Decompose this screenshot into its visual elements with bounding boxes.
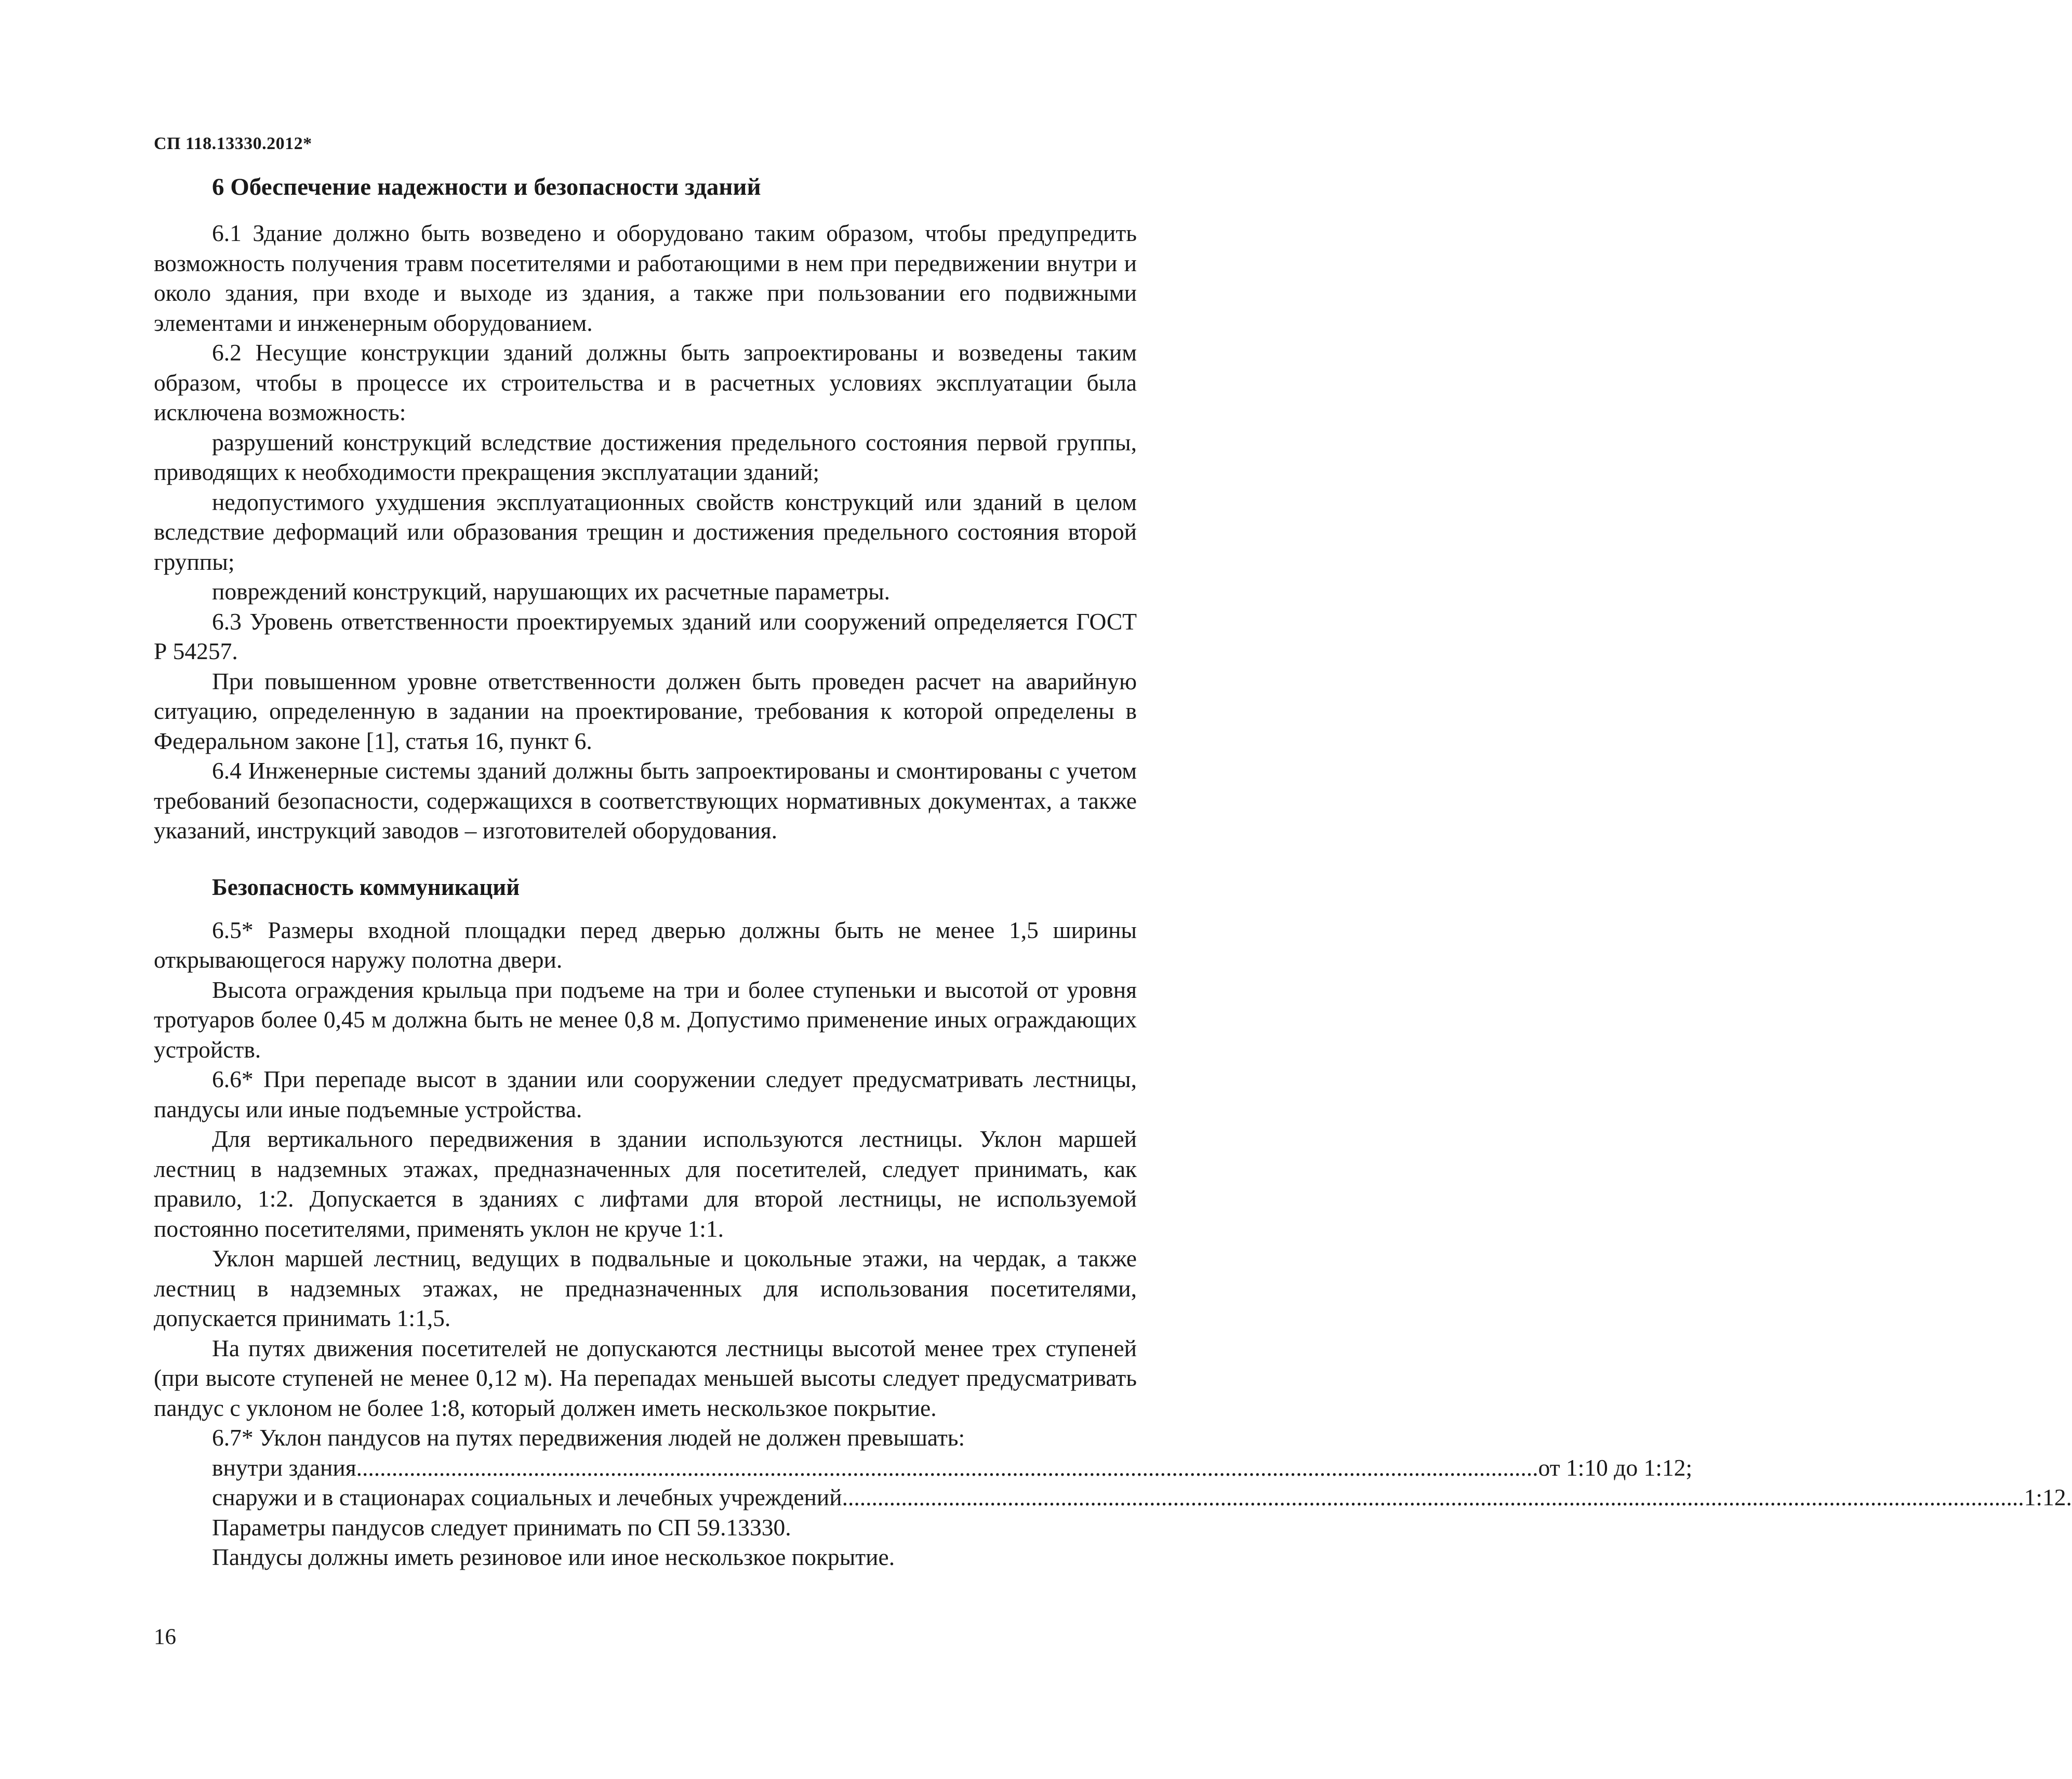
paragraph-porch-railing: Высота ограждения крыльца при подъеме на три и более ступеньки и высотой от уровня тротуаров более 0,45 м должна быть не менее 0,8 м. Допустимо применение иных ограждающих устройств. [154, 976, 1137, 1063]
paragraph-6-4: 6.4 Инженерные системы зданий должны быть запроектированы и смонтированы с учетом требований безопасности, содержащихся в соответствующих нормативных документах, а также указаний, инструкций заводов – изготовителей оборудования. [154, 757, 1137, 844]
list-item-damage: повреждений конструкций, нарушающих их расчетные параметры. [212, 578, 891, 605]
paragraph-basement-stairs: Уклон маршей лестниц, ведущих в подвальные и цокольные этажи, на чердак, а также лестниц в надземных этажах, не предназначенных для использования посетителями, допускается принимать 1:1,5. [154, 1245, 1137, 1331]
slope-label: внутри здания [212, 1454, 356, 1481]
slope-label: снаружи и в стационарах социальных и лечебных учреждений [212, 1484, 842, 1510]
paragraph-6-5: 6.5* Размеры входной площадки перед дверью должны быть не менее 1,5 ширины открывающегося наружу полотна двери. [154, 916, 1137, 973]
paragraph-ramp-params: Параметры пандусов следует принимать по СП 59.13330. [212, 1514, 791, 1541]
slope-item-inside [212, 1453, 1693, 1483]
paragraph-min-steps: На путях движения посетителей не допускаются лестницы высотой менее трех ступеней (при высоте ступеней не менее 0,12 м). На перепадах меньшей высоты следует предусматривать пандус с уклоном не более 1:8, который должен иметь нескользкое покрытие. [154, 1334, 1137, 1421]
slope-value: 1:12. [2024, 1484, 2072, 1510]
leader-dots: ........................................................................................................................................................................................................ [356, 1454, 1538, 1481]
paragraph-6-7: 6.7* Уклон пандусов на путях передвижения людей не должен превышать: [212, 1424, 965, 1451]
page-number: 16 [154, 1625, 176, 1649]
paragraph-6-6: 6.6* При перепаде высот в здании или сооружении следует предусматривать лестницы, пандусы или иные подъемные устройства. [154, 1066, 1137, 1122]
list-item-destruction: разрушений конструкций вследствие достижения предельного состояния первой группы, приводящих к необходимости прекращения эксплуатации зданий; [154, 429, 1137, 485]
list-item-deterioration: недопустимого ухудшения эксплуатационных свойств конструкций или зданий в целом вследствие деформаций или образования трещин и достижения предельного состояния второй группы; [154, 488, 1137, 575]
section-title: 6 Обеспечение надежности и безопасности зданий [212, 173, 761, 200]
slope-value: от 1:10 до 1:12; [1538, 1454, 1693, 1481]
slope-item-outside [212, 1482, 2072, 1513]
paragraph-6-3: 6.3 Уровень ответственности проектируемых зданий или сооружений определяется ГОСТ Р 54257. [154, 608, 1137, 664]
document-code: СП 118.13330.2012* [154, 134, 312, 153]
paragraph-6-2: 6.2 Несущие конструкции зданий должны быть запроектированы и возведены таким образом, чтобы в процессе их строительства и в расчетных условиях эксплуатации была исключена возможность: [154, 339, 1137, 425]
paragraph-emergency-calc: При повышенном уровне ответственности должен быть проведен расчет на аварийную ситуацию, определенную в задании на проектирование, требования к которой определены в Федеральном законе [1], статья 16, пункт 6. [154, 667, 1137, 754]
paragraph-stair-slope: Для вертикального передвижения в здании используются лестницы. Уклон маршей лестниц в надземных этажах, предназначенных для посетителей, следует принимать, как правило, 1:2. Допускается в зданиях с лифтами для второй лестницы, не используемой постоянно посетителями, применять уклон не круче 1:1. [154, 1126, 1137, 1242]
subsection-title: Безопасность коммуникаций [212, 874, 520, 900]
leader-dots: ........................................................................................................................................................................................................ [842, 1484, 2024, 1510]
document-page [154, 130, 2072, 1572]
paragraph-ramp-surface: Пандусы должны иметь резиновое или иное нескользкое покрытие. [212, 1544, 895, 1570]
paragraph-6-1: 6.1 Здание должно быть возведено и оборудовано таким образом, чтобы предупредить возможность получения травм посетителями и работающими в нем при передвижении внутри и около здания, при входе и выходе из здания, а также при пользовании его подвижными элементами и инженерным оборудованием. [154, 220, 1137, 336]
